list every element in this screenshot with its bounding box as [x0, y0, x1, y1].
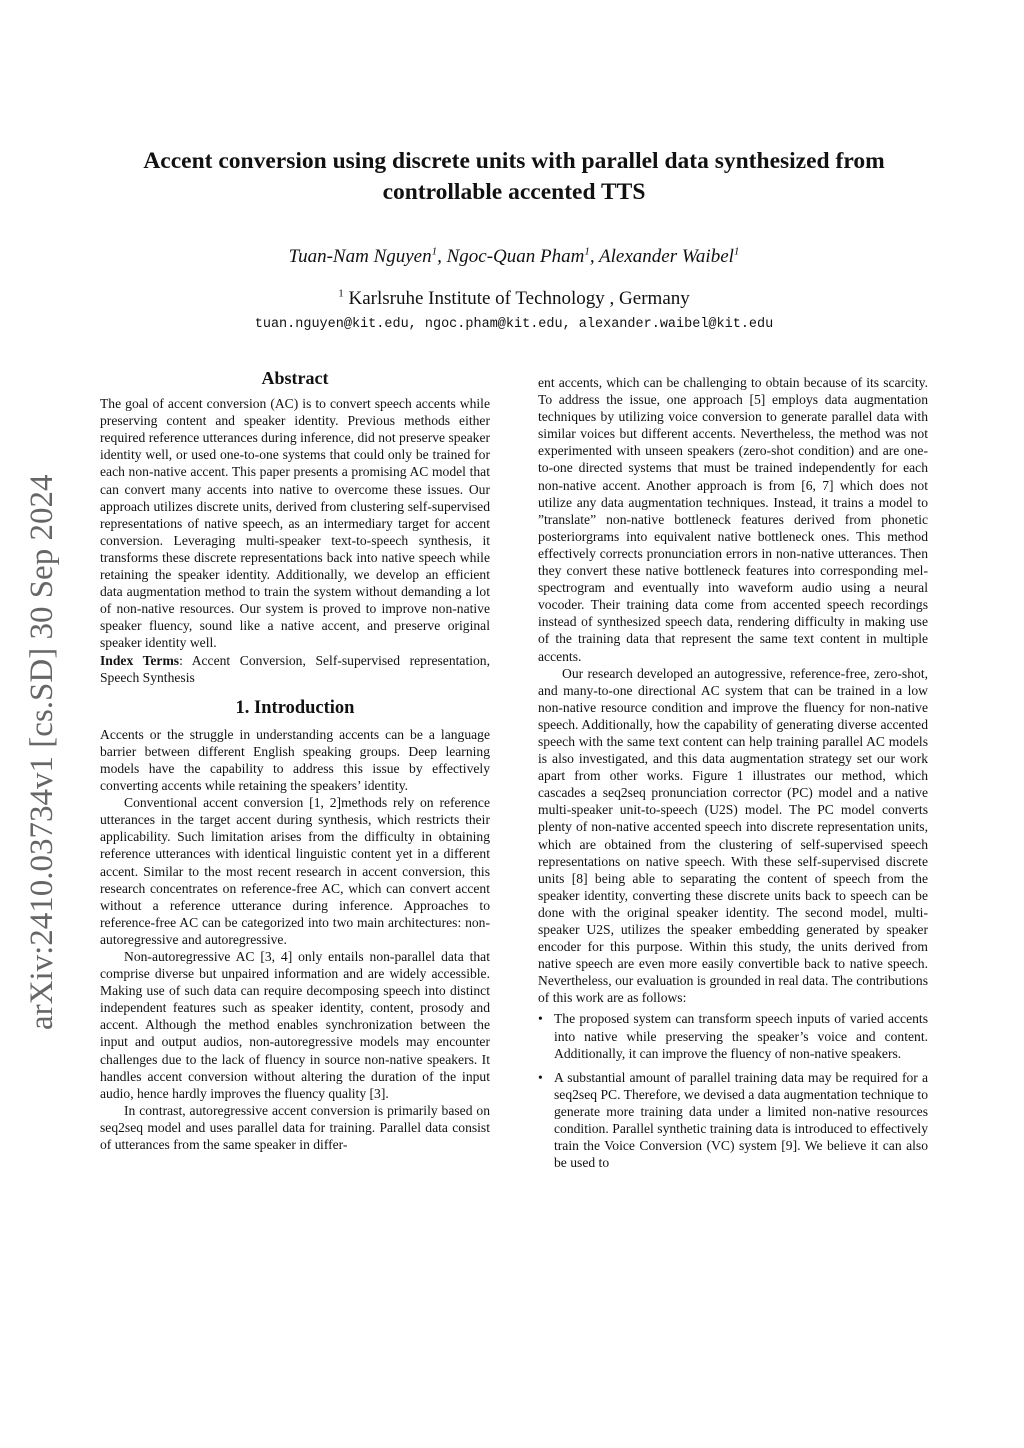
author-affiliation-mark: 1 — [733, 245, 740, 258]
author-affiliation-mark: 1 — [584, 245, 590, 258]
author-emails: tuan.nguyen@kit.edu, ngoc.pham@kit.edu, alexander.waibel@kit.edu — [254, 317, 774, 332]
title-line-1: Accent conversion using discrete units with parallel data synthesized from — [143, 148, 885, 174]
introduction-heading: 1. Introduction — [235, 697, 355, 718]
author-affiliation-mark: 1 — [431, 245, 438, 258]
abstract-text: The goal of accent conversion (AC) is to convert speech accents while preserving content and speaker identity. Previous methods either required reference utterances during inference, did not preserve speaker identity well, or used one-to-one systems that could only be trained for each non-native accent. This paper presents a promising AC model that can convert many accents into native to overcome these issues. Our approach utilizes discrete units, derived from clustering self-supervised representations of native speech, as an intermediary target for accent conversion. Leveraging multi-speaker text-to-speech synthesis, it transforms these discrete representations back into native speech while retaining the speaker identity. Additionally, we develop an efficient data augmentation method to train the system without demanding a lot of non-native resources. Our system is proved to improve non-native speaker fluency, sound like a native accent, and preserve original speaker identity well. — [100, 396, 490, 651]
bullet-marker: • — [538, 1011, 543, 1027]
list-item — [538, 1010, 928, 1061]
intro-paragraph-4-continued: ent accents, which can be challenging to obtain because of its scarcity. To address the issue, one approach [5] employs data augmentation techniques by utilizing voice conversion to generate parallel data with similar voices but different accents. Nevertheless, the method was not experimented with unseen speakers (zero-shot condition) and are one-to-one directed systems that must be trained independently for each non-native accent. Another approach is from [6, 7] which does not utilize any data augmentation techniques. Instead, it trains a model to ”translate” non-native bottleneck features derived from phonetic posteriorgrams into equivalent native bottleneck ones. This method effectively corrects pronunciation errors in non-native utterances. Then they convert these native bottleneck features into corresponding mel-spectrogram and eventually into waveform audio using a neural vocoder. Their training data come from accented speech recordings instead of synthesized speech data, rendering difficulty in making use of the training data that represent the same text content in multiple accents. — [538, 375, 928, 664]
list-item — [538, 1069, 928, 1172]
abstract-heading: Abstract — [261, 368, 329, 388]
list-item-text: A substantial amount of parallel training data may be required for a seq2seq PC. Therefore, we devised a data augmentation technique to generate more training data under a limited non-native resources condition. Parallel synthetic training data is introduced to effectively train the Voice Conversion (VC) system [9]. We believe it can also be used to — [554, 1069, 928, 1171]
title-line-2: controllable accented TTS — [382, 179, 646, 205]
list-item-text: The proposed system can transform speech inputs of varied accents into native while preserving the speaker’s voice and content. Additionally, it can improve the fluency of non-native speakers. — [554, 1011, 928, 1061]
contributions-list — [538, 1010, 928, 1171]
intro-paragraph-1: Accents or the struggle in understanding accents can be a language barrier between different English speaking groups. Deep learning models have the capability to address this issue by effectively converting accents while retaining the speakers’ identity. — [100, 726, 490, 794]
intro-paragraph-3: Non-autoregressive AC [3, 4] only entails non-parallel data that comprise diverse but unpaired information and are widely accessible. Making use of such data can require decomposing speech into distinct independent features such as speaker identity, content, prosody and accent. Although the method enables synchronization between the input and output audios, non-autoregressive models may encounter challenges due to the lack of fluency in source non-native speakers. It handles accent conversion without altering the duration of the input audio, hence hardly improves the fluency quality [3]. — [100, 949, 490, 1101]
author-list — [100, 246, 928, 268]
intro-paragraph-4-start: In contrast, autoregressive accent conversion is primarily based on seq2seq model and uses parallel data for training. Parallel data consist of utterances from the same speaker in differ- — [100, 1102, 490, 1153]
index-terms-label: Index Terms — [100, 652, 180, 668]
left-column — [100, 370, 490, 1153]
affiliation-mark: 1 — [338, 287, 344, 300]
index-terms — [100, 652, 490, 686]
affiliation — [100, 288, 928, 310]
bullet-marker: • — [538, 1069, 543, 1085]
author-name: Tuan-Nam Nguyen — [288, 246, 432, 267]
affiliation-text: Karlsruhe Institute of Technology , Germany — [348, 288, 690, 309]
right-column — [538, 374, 928, 1178]
paper-title — [100, 146, 928, 208]
author-separator: , — [589, 246, 600, 267]
intro-paragraph-5: Our research developed an autogressive, reference-free, zero-shot, and many-to-one directional AC system that can be trained in a low non-native resource condition and improve the fluency for non-native speech. Additionally, how the capability of generating diverse accented speech with the same text content can help training parallel AC models is also investigated, and this data augmentation strategy set our work apart from other works. Figure 1 illustrates our method, which cascades a seq2seq pronunciation corrector (PC) model and a native multi-speaker unit-to-speech (U2S) model. The PC model converts plenty of non-native accented speech into discrete representation units, which are obtained from the clustering of self-supervised speech representations on native speech. With these self-supervised discrete units [8] being able to separating the content of speech from the speaker identity, converting these discrete units back to speech can be done with the original speaker identity. The second model, multi-speaker U2S, utilizes the speaker embedding generated by speaker encoder for this purpose. Within this study, the units derived from native speech are even more easily convertible back to native speech. Nevertheless, our evaluation is grounded in real data. The contributions of this work are as follows: — [538, 665, 928, 1006]
author-name: Ngoc-Quan Pham — [446, 246, 585, 267]
author-separator: , — [437, 246, 447, 267]
arxiv-identifier: arXiv:2410.03734v1 [cs.SD] 30 Sep 2024 — [24, 474, 60, 1030]
intro-paragraph-2: Conventional accent conversion [1, 2]methods rely on reference utterances in the target accent during synthesis, which restricts their applicability. Such limitation arises from the difficulty in obtaining reference utterances with identical linguistic content yet in a different accent. Similar to the most recent research in accent conversion, this research concentrates on reference-free AC, which can convert accent without a reference utterance during inference. Approaches to reference-free AC can be categorized into two main architectures: non-autoregressive and autoregressive. — [100, 795, 490, 947]
author-name: Alexander Waibel — [599, 246, 734, 267]
index-terms-text: : Accent Conversion, Self-supervised representation, Speech Synthesis — [100, 652, 490, 685]
